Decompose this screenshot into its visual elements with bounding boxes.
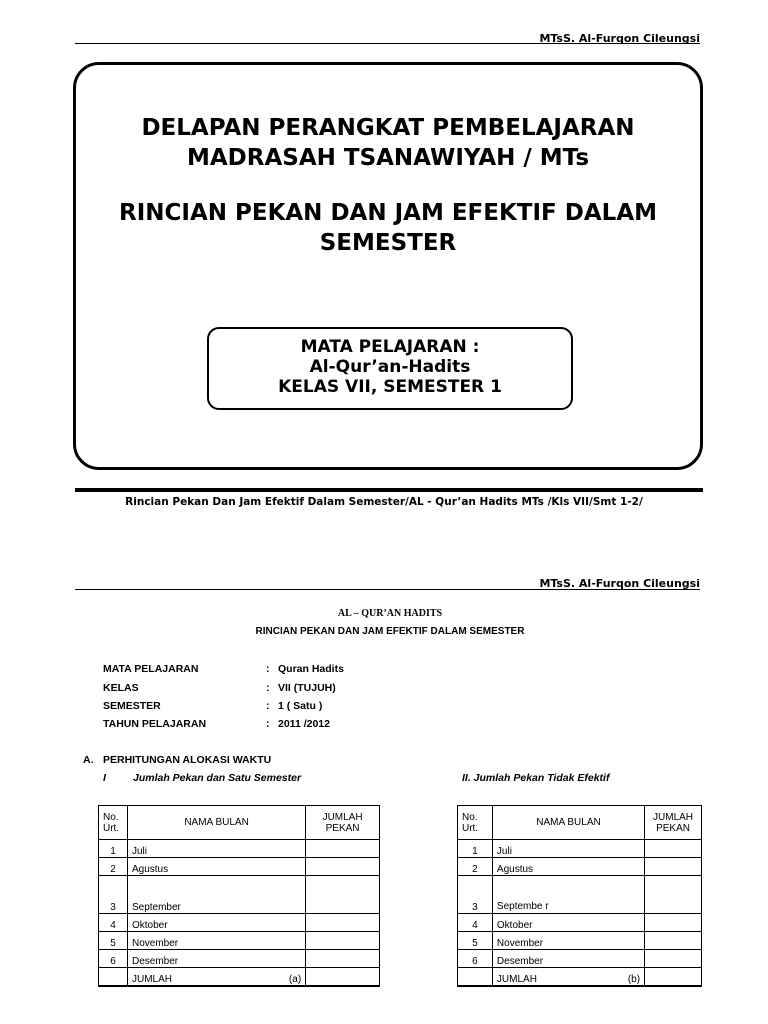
- row-no: 2: [99, 858, 128, 876]
- row-bulan-text: Septembe r: [496, 901, 549, 912]
- title-line-1: DELAPAN PERANGKAT PEMBELAJARAN: [141, 115, 635, 141]
- row-no: 4: [458, 914, 493, 932]
- row-bulan: Agustus: [127, 858, 305, 876]
- info-label: TAHUN PELAJARAN: [103, 718, 207, 730]
- subject-box: [207, 327, 573, 410]
- total-value: [306, 968, 380, 987]
- page-subtitle: RINCIAN PEKAN DAN JAM EFEKTIF DALAM SEMESTER: [255, 626, 525, 637]
- row-jumlah: [306, 840, 380, 858]
- total-ref: (a): [288, 974, 302, 985]
- subject-name: Al-Qur’an-Hadits: [309, 357, 471, 377]
- table-pekan-tidak-efektif: [457, 805, 702, 987]
- table-row: [99, 876, 380, 914]
- row-no: 6: [458, 950, 493, 968]
- subsection-1-number: I: [103, 772, 106, 784]
- row-no: 1: [458, 840, 493, 858]
- school-header: MTsS. Al-Furqon Cileungsi: [539, 32, 700, 45]
- row-no: 6: [99, 950, 128, 968]
- school-header-2: MTsS. Al-Furqon Cileungsi: [539, 577, 700, 590]
- row-bulan: [492, 876, 644, 914]
- row-bulan: November: [127, 932, 305, 950]
- info-value: Quran Hadits: [278, 663, 344, 675]
- total-value: [645, 968, 702, 987]
- subsection-1-title: Jumlah Pekan dan Satu Semester: [133, 772, 302, 784]
- section-a-title: PERHITUNGAN ALOKASI WAKTU: [103, 754, 272, 766]
- page-title: AL – QUR’AN HADITS: [337, 608, 443, 619]
- info-value: 2011 /2012: [278, 718, 330, 730]
- row-no: 4: [99, 914, 128, 932]
- table-row: [458, 876, 702, 914]
- subtitle-line-1: RINCIAN PEKAN DAN JAM EFEKTIF DALAM: [118, 200, 658, 226]
- info-colon: :: [266, 718, 270, 730]
- row-jumlah: [306, 950, 380, 968]
- row-bulan: Juli: [127, 840, 305, 858]
- subsection-2-title: II. Jumlah Pekan Tidak Efektif: [462, 772, 610, 784]
- row-jumlah: [306, 914, 380, 932]
- row-bulan: Desember: [127, 950, 305, 968]
- info-colon: :: [266, 700, 270, 712]
- table-row: [458, 858, 702, 876]
- subject-label: MATA PELAJARAN :: [300, 337, 480, 357]
- info-label: SEMESTER: [103, 700, 161, 712]
- total-label: JUMLAH: [131, 974, 172, 985]
- header-nama-bulan: NAMA BULAN: [127, 806, 305, 840]
- table-row: [99, 932, 380, 950]
- row-bulan: Desember: [492, 950, 644, 968]
- table-row: [99, 914, 380, 932]
- table-row: [458, 950, 702, 968]
- total-label-cell: [492, 968, 644, 987]
- document-subtitle: [73, 198, 703, 258]
- row-bulan: Oktober: [127, 914, 305, 932]
- table-row: [458, 914, 702, 932]
- title-line-2: MADRASAH TSANAWIYAH / MTs: [186, 145, 590, 171]
- info-colon: :: [266, 682, 270, 694]
- row-no: 3: [458, 876, 493, 914]
- header-nama-bulan: NAMA BULAN: [492, 806, 644, 840]
- row-jumlah: [645, 840, 702, 858]
- info-value: 1 ( Satu ): [278, 700, 323, 712]
- total-label-cell: [127, 968, 305, 987]
- header-jumlah-pekan: JUMLAH PEKAN: [306, 806, 380, 840]
- row-no: 5: [458, 932, 493, 950]
- total-row: [458, 968, 702, 987]
- row-bulan: Juli: [492, 840, 644, 858]
- table-row: [458, 840, 702, 858]
- row-no: 2: [458, 858, 493, 876]
- row-jumlah: [645, 914, 702, 932]
- info-colon: :: [266, 663, 270, 675]
- total-label: JUMLAH: [496, 974, 537, 985]
- row-jumlah: [645, 876, 702, 914]
- page-footer: Rincian Pekan Dan Jam Efektif Dalam Semester/AL - Qur’an Hadits MTs /Kls VII/Smt 1-2/: [125, 496, 643, 508]
- row-jumlah: [645, 858, 702, 876]
- info-label: MATA PELAJARAN: [103, 663, 199, 675]
- row-no: 5: [99, 932, 128, 950]
- row-jumlah: [645, 932, 702, 950]
- table-row: [99, 840, 380, 858]
- total-row: [99, 968, 380, 987]
- footer-rule: [75, 488, 703, 492]
- info-value: VII (TUJUH): [278, 682, 336, 694]
- total-ref: (b): [627, 974, 641, 985]
- row-jumlah: [306, 858, 380, 876]
- table-row: [99, 858, 380, 876]
- section-a-letter: A.: [83, 754, 94, 766]
- document-title: [73, 113, 703, 173]
- header-no: No. Urt.: [458, 806, 493, 840]
- row-bulan: September: [127, 876, 305, 914]
- total-no: [99, 968, 128, 987]
- total-no: [458, 968, 493, 987]
- row-jumlah: [645, 950, 702, 968]
- row-jumlah: [306, 876, 380, 914]
- header-no: No. Urt.: [99, 806, 128, 840]
- subtitle-line-2: SEMESTER: [319, 230, 457, 256]
- table-jumlah-pekan-semester: [98, 805, 380, 987]
- table-row: [99, 950, 380, 968]
- row-bulan: Oktober: [492, 914, 644, 932]
- row-no: 1: [99, 840, 128, 858]
- class-semester: KELAS VII, SEMESTER 1: [278, 377, 502, 397]
- table-row: [458, 932, 702, 950]
- row-jumlah: [306, 932, 380, 950]
- info-label: KELAS: [103, 682, 139, 694]
- row-bulan: Agustus: [492, 858, 644, 876]
- row-no: 3: [99, 876, 128, 914]
- header-jumlah-pekan: JUMLAH PEKAN: [645, 806, 702, 840]
- row-bulan: November: [492, 932, 644, 950]
